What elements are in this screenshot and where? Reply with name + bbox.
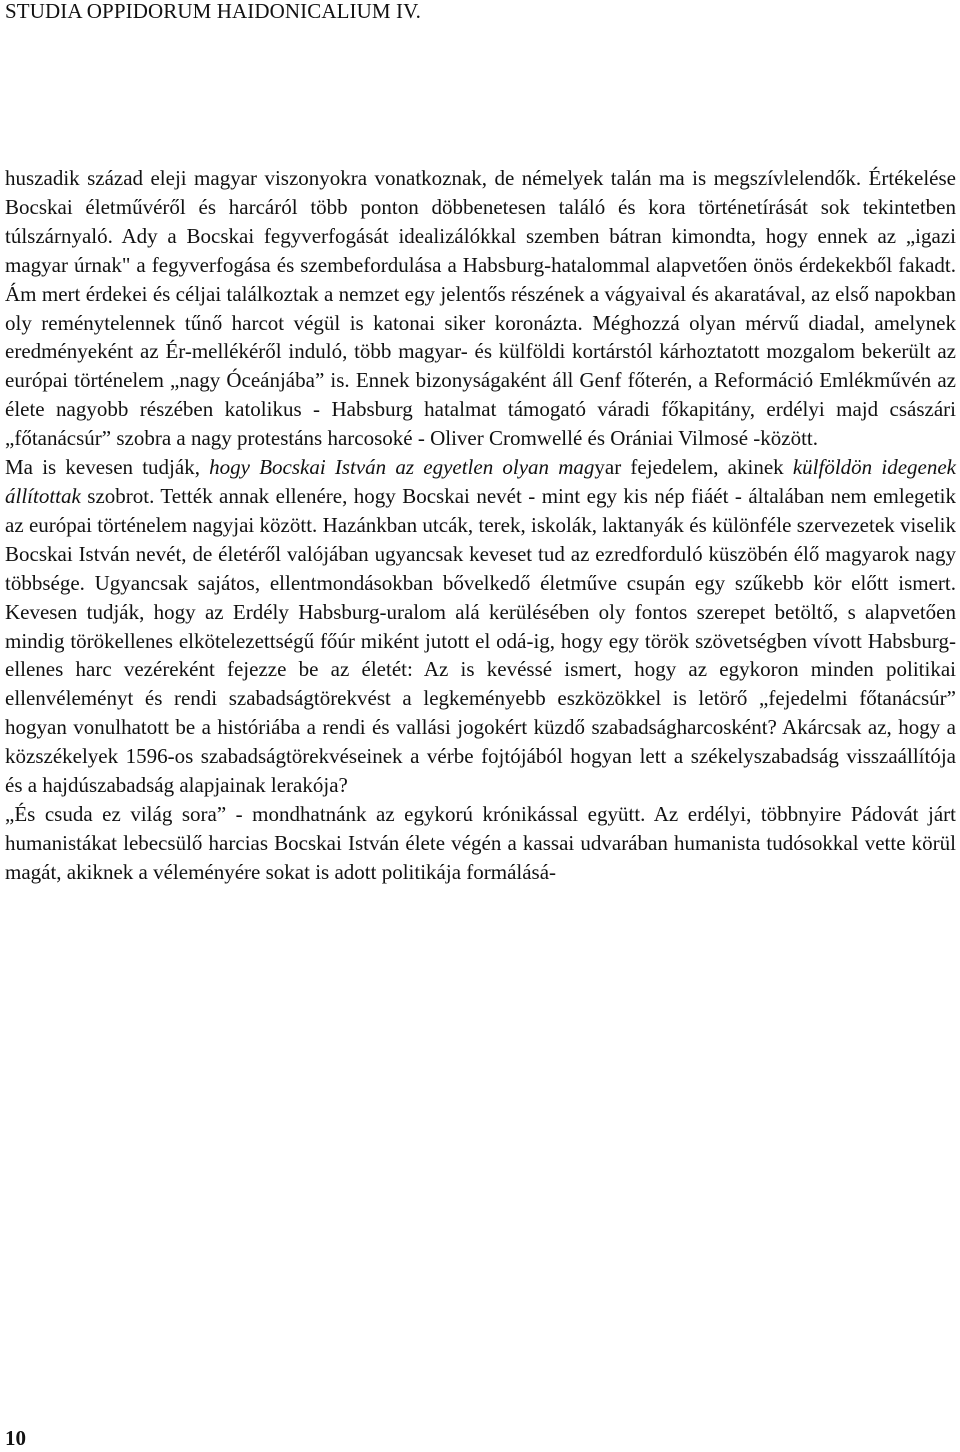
main-text xyxy=(5,164,956,887)
page-number: 10 xyxy=(5,1426,26,1450)
paragraph-2-text-after: szobrot. Tették annak ellenére, hogy Bocskai nevét - mint egy kis nép fiáét - általában nem emlegetik az európai történelem nagyjai között. Hazánkban utcák, terek, iskolák, laktanyák és különféle szervezetek viselik Bocskai István nevét, de életéről valójában ugyancsak keveset tud az ezredforduló küszöbén élő magyarok nagy többsége. Ugyancsak sajátos, ellentmondásokban bővelkedő életműve csupán egy szűkebb kör előtt ismert. Kevesen tudják, hogy az Erdély Habsburg-uralom alá kerülésében oly fontos szerepet betöltő, s alapvetően mindig törökellenes elkötelezettségű főúr miként jutott el odá-ig, hogy egy török szövetségben vívott Habsburg-ellenes harc vezéreként fejezze be az életét: Az is kevéssé ismert, hogy az egykoron minden politikai ellenvéleményt és rendi szabadságtörekvést a legkeményebb eszközökkel is letörő „fejedelmi főtanácsúr” hogyan vonulhatott be a históriába a rendi és vallási jogokért küzdő szabadságharcosként? Akárcsak az, hogy a közszékelyek 1596-os szabadságtörekvéseinek a vérbe fojtójából hogyan lett a székelyszabadság visszaállítója és a hajdúszabadság alapjainak lerakója? xyxy=(5,483,956,798)
paragraph-3: „És csuda ez világ sora” - mondhatnánk az egykorú krónikással együtt. Az erdélyi, többnyire Pádovát járt humanistákat lebecsülő harcias Bocskai István élete végén a kassai udvarában humanista tudósokkal vette körül magát, akiknek a véleményére sokat is adott politikája formálásá- xyxy=(5,801,956,884)
paragraph-2-italic-2: külföldön idegenek állítottak xyxy=(5,455,956,508)
paragraph-2-text-before: Ma is kevesen tudják, xyxy=(5,455,210,480)
running-head: STUDIA OPPIDORUM HAIDONICALIUM IV. xyxy=(5,0,422,23)
paragraph-2 xyxy=(5,453,956,800)
paragraph-2-text-mid: yar fejedelem, akinek xyxy=(594,455,793,480)
paragraph-1: huszadik század eleji magyar viszonyokra vonatkoznak, de némelyek talán ma is megszívlelendők. Értékelése Bocskai életművéről és harcáról több ponton döbbenetesen találó és kora történetírását sok tekintetben túlszárnyaló. Ady a Bocskai fegyverfogását idealizálókkal szemben bátran kimondta, hogy ennek az „igazi magyar úrnak" a fegyverfogása és szembefordulása a Habsburg-hatalommal alapvetően önös érdekekből fakadt. Ám mert érdekei és céljai találkoztak a nemzet egy jelentős részének a vágyaival és akaratával, az első napokban oly reménytelennek tűnő harcot végül is katonai siker koronázta. Méghozzá olyan mérvű diadal, amelynek eredményeként az Ér-mellékéről induló, több magyar- és külföldi kortárstól kárhoztatott mozgalom bekerült az európai történelem „nagy Óceánjába” is. Ennek bizonyságaként áll Genf főterén, a Reformáció Emlékművén az élete nagyobb részében katolikus - Habsburg hatalmat támogató váradi főkapitány, erdélyi majd császári „főtanácsúr” szobra a nagy protestáns harcosoké - Oliver Cromwellé és Orániai Vilmosé -között. xyxy=(5,166,956,451)
paragraph-2-italic-1: hogy Bocskai István az egyetlen olyan mag xyxy=(209,455,595,480)
